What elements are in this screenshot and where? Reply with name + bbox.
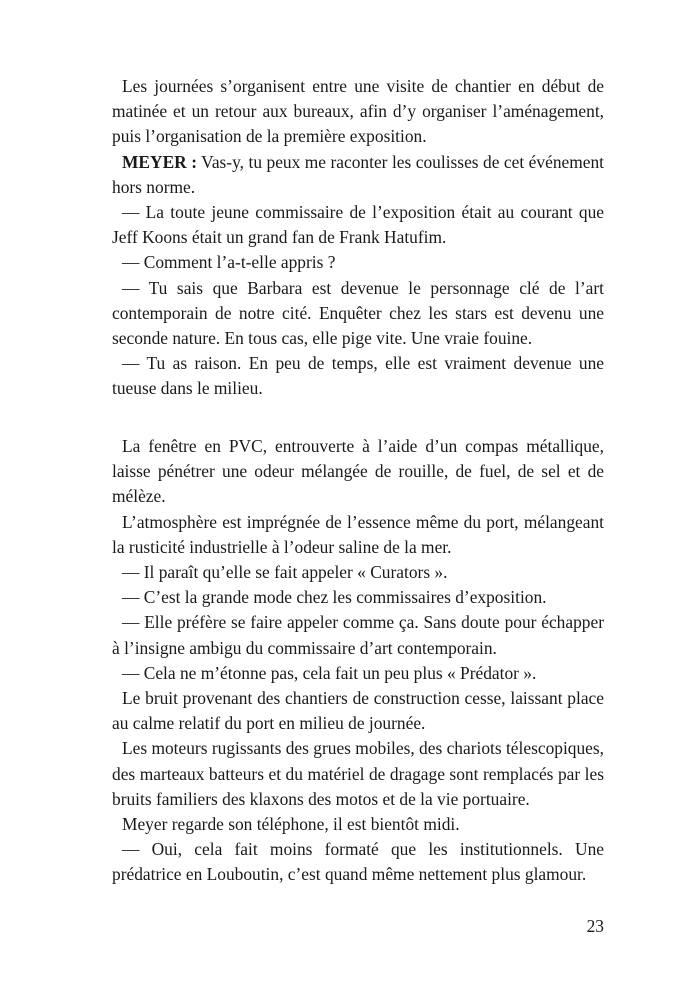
speaker-name: MEYER : bbox=[122, 151, 198, 172]
meyer-dialogue-line bbox=[112, 150, 604, 200]
text-section-1 bbox=[112, 74, 604, 402]
narration-paragraph: Meyer regarde son téléphone, il est bientôt midi. bbox=[122, 814, 460, 835]
dialogue-line: — Elle préfère se faire appeler comme ça. Sans doute pour échapper à l’insigne ambigu du commissaire d’art contemporain. bbox=[112, 612, 604, 658]
narration-paragraph: L’atmosphère est imprégnée de l’essence même du port, mélangeant la rusticité industrielle à l’odeur saline de la mer. bbox=[112, 511, 604, 557]
dialogue-line: — Oui, cela fait moins formaté que les institutionnels. Une prédatrice en Louboutin, c’est quand même nettement plus glamour. bbox=[112, 839, 604, 885]
dialogue-line: — Il paraît qu’elle se fait appeler « Curators ». bbox=[122, 562, 448, 583]
dialogue-line: — Cela ne m’étonne pas, cela fait un peu plus « Prédator ». bbox=[122, 662, 537, 683]
narration-paragraph: Les journées s’organisent entre une visite de chantier en début de matinée et un retour aux bureaux, afin d’y organiser l’aménagement, puis l’organisation de la première exposition. bbox=[112, 76, 604, 147]
meyer-dialogue-text: Vas-y, tu peux me raconter les coulisses de cet événement hors norme. bbox=[112, 151, 605, 197]
narration-paragraph: La fenêtre en PVC, entrouverte à l’aide d’un compas métallique, laisse pénétrer une odeur mélangée de rouille, de fuel, de sel et de mélèze. bbox=[112, 436, 604, 507]
narration-paragraph: Les moteurs rugissants des grues mobiles, des chariots télescopiques, des marteaux batteurs et du matériel de dragage sont remplacés par les bruits familiers des klaxons des motos et de la vie portuaire. bbox=[112, 738, 605, 809]
narration-paragraph: Le bruit provenant des chantiers de construction cesse, laissant place au calme relatif du port en milieu de journée. bbox=[112, 688, 604, 734]
dialogue-line: — La toute jeune commissaire de l’exposition était au courant que Jeff Koons était un grand fan de Frank Hatufim. bbox=[112, 202, 604, 248]
page-number: 23 bbox=[586, 916, 604, 936]
dialogue-line: — Tu sais que Barbara est devenue le personnage clé de l’art contemporain de notre cité. Enquêter chez les stars est devenu une seconde nature. En tous cas, elle pige vite. Une vraie fouine. bbox=[112, 277, 604, 349]
text-section-2 bbox=[112, 434, 604, 888]
dialogue-line: — Tu as raison. En peu de temps, elle est vraiment devenue une tueuse dans le milieu. bbox=[112, 353, 604, 399]
dialogue-line: — Comment l’a-t-elle appris ? bbox=[122, 252, 336, 273]
dialogue-line: — C’est la grande mode chez les commissaires d’exposition. bbox=[122, 587, 547, 608]
